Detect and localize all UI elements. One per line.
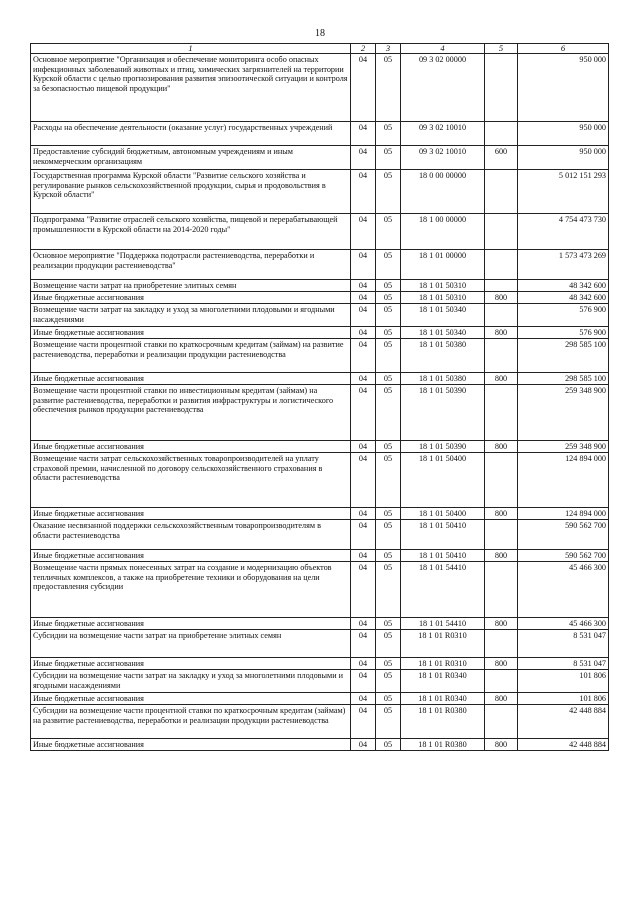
rz-cell: 04	[351, 562, 376, 618]
name-cell: Основное мероприятие "Организация и обеспечение мониторинга особо опасных инфекционных заболеваний животных и птиц, химических загрязнителей на территории Курской области с целью прогнозирования развития эпизоотической ситуации и контроля за безопасностью пищевой продукции"	[31, 54, 351, 122]
name-cell: Иные бюджетные ассигнования	[31, 292, 351, 304]
csr-cell: 18 1 01 R0340	[401, 670, 485, 693]
rz-cell: 04	[351, 705, 376, 739]
rz-cell: 04	[351, 122, 376, 146]
pr-cell: 05	[376, 658, 401, 670]
pr-cell: 05	[376, 739, 401, 751]
rz-cell: 04	[351, 280, 376, 292]
name-cell: Иные бюджетные ассигнования	[31, 373, 351, 385]
sum-cell: 5 012 151 293	[518, 170, 609, 214]
pr-cell: 05	[376, 385, 401, 441]
table-row	[31, 327, 609, 339]
table-row	[31, 54, 609, 122]
name-cell: Возмещение части затрат сельскохозяйственных товаропроизводителей на уплату страховой премии, начисленной по договору сельскохозяйственного страхования в области растениеводства	[31, 453, 351, 508]
name-cell: Предоставление субсидий бюджетным, автономным учреждениям и иным некоммерческим организациям	[31, 146, 351, 170]
rz-cell: 04	[351, 441, 376, 453]
vr-cell: 800	[485, 618, 518, 630]
table-row	[31, 304, 609, 327]
name-cell: Иные бюджетные ассигнования	[31, 739, 351, 751]
sum-cell: 590 562 700	[518, 520, 609, 550]
rz-cell: 04	[351, 385, 376, 441]
rz-cell: 04	[351, 739, 376, 751]
pr-cell: 05	[376, 146, 401, 170]
rz-cell: 04	[351, 550, 376, 562]
vr-cell	[485, 670, 518, 693]
sum-cell: 259 348 900	[518, 385, 609, 441]
pr-cell: 05	[376, 214, 401, 250]
sum-cell: 8 531 047	[518, 630, 609, 658]
csr-cell: 18 1 01 50310	[401, 280, 485, 292]
vr-cell	[485, 630, 518, 658]
csr-cell: 18 1 01 R0380	[401, 705, 485, 739]
header-cell-4: 4	[401, 44, 485, 54]
table-row	[31, 508, 609, 520]
rz-cell: 04	[351, 54, 376, 122]
csr-cell: 18 1 01 50340	[401, 327, 485, 339]
name-cell: Субсидии на возмещение части затрат на приобретение элитных семян	[31, 630, 351, 658]
vr-cell: 800	[485, 373, 518, 385]
csr-cell: 18 1 01 00000	[401, 250, 485, 280]
vr-cell	[485, 54, 518, 122]
sum-cell: 4 754 473 730	[518, 214, 609, 250]
rz-cell: 04	[351, 304, 376, 327]
table-row	[31, 658, 609, 670]
rz-cell: 04	[351, 327, 376, 339]
sum-cell: 48 342 600	[518, 280, 609, 292]
csr-cell: 09 3 02 10010	[401, 146, 485, 170]
sum-cell: 590 562 700	[518, 550, 609, 562]
rz-cell: 04	[351, 214, 376, 250]
vr-cell: 800	[485, 508, 518, 520]
header-cell-5: 5	[485, 44, 518, 54]
rz-cell: 04	[351, 618, 376, 630]
table-row	[31, 630, 609, 658]
table-row	[31, 280, 609, 292]
pr-cell: 05	[376, 562, 401, 618]
sum-cell: 576 900	[518, 327, 609, 339]
sum-cell: 124 894 000	[518, 453, 609, 508]
csr-cell: 18 1 01 50390	[401, 441, 485, 453]
rz-cell: 04	[351, 508, 376, 520]
csr-cell: 18 1 01 R0340	[401, 693, 485, 705]
header-cell-6: 6	[518, 44, 609, 54]
vr-cell	[485, 280, 518, 292]
pr-cell: 05	[376, 618, 401, 630]
name-cell: Оказание несвязанной поддержки сельскохозяйственным товаропроизводителям в области растениеводства	[31, 520, 351, 550]
pr-cell: 05	[376, 630, 401, 658]
rz-cell: 04	[351, 170, 376, 214]
sum-cell: 101 806	[518, 670, 609, 693]
pr-cell: 05	[376, 122, 401, 146]
vr-cell	[485, 520, 518, 550]
csr-cell: 18 1 01 54410	[401, 562, 485, 618]
pr-cell: 05	[376, 520, 401, 550]
name-cell: Субсидии на возмещение части процентной ставки по краткосрочным кредитам (займам) на развитие растениеводства, переработки и реализации продукции растениеводства	[31, 705, 351, 739]
name-cell: Возмещение части затрат на приобретение элитных семян	[31, 280, 351, 292]
rz-cell: 04	[351, 373, 376, 385]
pr-cell: 05	[376, 373, 401, 385]
sum-cell: 42 448 884	[518, 705, 609, 739]
sum-cell: 298 585 100	[518, 339, 609, 373]
pr-cell: 05	[376, 508, 401, 520]
table-row	[31, 250, 609, 280]
rz-cell: 04	[351, 292, 376, 304]
pr-cell: 05	[376, 441, 401, 453]
sum-cell: 298 585 100	[518, 373, 609, 385]
name-cell: Подпрограмма "Развитие отраслей сельского хозяйства, пищевой и перерабатывающей промышленности в Курской области на 2014-2020 годы"	[31, 214, 351, 250]
pr-cell: 05	[376, 550, 401, 562]
csr-cell: 18 1 01 50400	[401, 453, 485, 508]
csr-cell: 18 1 01 R0310	[401, 658, 485, 670]
sum-cell: 950 000	[518, 54, 609, 122]
name-cell: Иные бюджетные ассигнования	[31, 658, 351, 670]
vr-cell: 800	[485, 550, 518, 562]
pr-cell: 05	[376, 339, 401, 373]
table-row	[31, 562, 609, 618]
page-number: 18	[315, 28, 325, 39]
csr-cell: 18 1 01 50410	[401, 520, 485, 550]
vr-cell	[485, 705, 518, 739]
csr-cell: 18 1 01 50410	[401, 550, 485, 562]
table-row	[31, 739, 609, 751]
table-row	[31, 385, 609, 441]
table-row	[31, 122, 609, 146]
sum-cell: 259 348 900	[518, 441, 609, 453]
table-row	[31, 373, 609, 385]
budget-table	[30, 43, 609, 751]
csr-cell: 18 1 01 50380	[401, 339, 485, 373]
table-row	[31, 441, 609, 453]
sum-cell: 42 448 884	[518, 739, 609, 751]
rz-cell: 04	[351, 520, 376, 550]
sum-cell: 45 466 300	[518, 562, 609, 618]
vr-cell: 600	[485, 146, 518, 170]
vr-cell	[485, 304, 518, 327]
pr-cell: 05	[376, 54, 401, 122]
sum-cell: 124 894 000	[518, 508, 609, 520]
vr-cell	[485, 250, 518, 280]
csr-cell: 18 0 00 00000	[401, 170, 485, 214]
table-row	[31, 520, 609, 550]
pr-cell: 05	[376, 693, 401, 705]
name-cell: Субсидии на возмещение части затрат на закладку и уход за многолетними плодовыми и ягодными насаждениями	[31, 670, 351, 693]
name-cell: Иные бюджетные ассигнования	[31, 693, 351, 705]
csr-cell: 18 1 01 50340	[401, 304, 485, 327]
sum-cell: 48 342 600	[518, 292, 609, 304]
name-cell: Государственная программа Курской области "Развитие сельского хозяйства и регулирование рынков сельскохозяйственной продукции, сырья и продовольствия в Курской области"	[31, 170, 351, 214]
vr-cell	[485, 170, 518, 214]
table-row	[31, 170, 609, 214]
name-cell: Расходы на обеспечение деятельности (оказание услуг) государственных учреждений	[31, 122, 351, 146]
vr-cell	[485, 453, 518, 508]
vr-cell	[485, 214, 518, 250]
sum-cell: 8 531 047	[518, 658, 609, 670]
header-cell-1: 1	[31, 44, 351, 54]
pr-cell: 05	[376, 280, 401, 292]
rz-cell: 04	[351, 670, 376, 693]
table-row	[31, 618, 609, 630]
pr-cell: 05	[376, 705, 401, 739]
name-cell: Возмещение части процентной ставки по инвестиционным кредитам (займам) на развитие растениеводства, переработки и развития инфраструктуры и логистического обеспечения рынков продукции растениеводства	[31, 385, 351, 441]
csr-cell: 18 1 01 50310	[401, 292, 485, 304]
vr-cell: 800	[485, 441, 518, 453]
rz-cell: 04	[351, 658, 376, 670]
csr-cell: 18 1 01 R0380	[401, 739, 485, 751]
sum-cell: 576 900	[518, 304, 609, 327]
sum-cell: 950 000	[518, 146, 609, 170]
csr-cell: 18 1 01 54410	[401, 618, 485, 630]
vr-cell: 800	[485, 327, 518, 339]
table-row	[31, 670, 609, 693]
csr-cell: 18 1 01 R0310	[401, 630, 485, 658]
vr-cell: 800	[485, 693, 518, 705]
header-cell-3: 3	[376, 44, 401, 54]
rz-cell: 04	[351, 630, 376, 658]
sum-cell: 1 573 473 269	[518, 250, 609, 280]
vr-cell	[485, 385, 518, 441]
vr-cell: 800	[485, 739, 518, 751]
pr-cell: 05	[376, 304, 401, 327]
header-cell-2: 2	[351, 44, 376, 54]
name-cell: Иные бюджетные ассигнования	[31, 441, 351, 453]
vr-cell	[485, 339, 518, 373]
sum-cell: 950 000	[518, 122, 609, 146]
pr-cell: 05	[376, 170, 401, 214]
name-cell: Иные бюджетные ассигнования	[31, 550, 351, 562]
rz-cell: 04	[351, 146, 376, 170]
rz-cell: 04	[351, 453, 376, 508]
vr-cell: 800	[485, 292, 518, 304]
table-row	[31, 693, 609, 705]
pr-cell: 05	[376, 453, 401, 508]
pr-cell: 05	[376, 292, 401, 304]
table-row	[31, 705, 609, 739]
name-cell: Возмещение части процентной ставки по краткосрочным кредитам (займам) на развитие растениеводства, переработки и реализации продукции растениеводства	[31, 339, 351, 373]
name-cell: Основное мероприятие "Поддержка подотрасли растениеводства, переработки и реализации продукции растениеводства"	[31, 250, 351, 280]
sum-cell: 45 466 300	[518, 618, 609, 630]
rz-cell: 04	[351, 339, 376, 373]
table-row	[31, 214, 609, 250]
rz-cell: 04	[351, 693, 376, 705]
vr-cell	[485, 122, 518, 146]
sum-cell: 101 806	[518, 693, 609, 705]
rz-cell: 04	[351, 250, 376, 280]
csr-cell: 18 1 01 50390	[401, 385, 485, 441]
name-cell: Возмещение части затрат на закладку и уход за многолетними плодовыми и ягодными насаждениями	[31, 304, 351, 327]
csr-cell: 18 1 00 00000	[401, 214, 485, 250]
vr-cell	[485, 562, 518, 618]
table-row	[31, 550, 609, 562]
table-row	[31, 453, 609, 508]
pr-cell: 05	[376, 670, 401, 693]
vr-cell: 800	[485, 658, 518, 670]
table-row	[31, 339, 609, 373]
name-cell: Иные бюджетные ассигнования	[31, 618, 351, 630]
pr-cell: 05	[376, 250, 401, 280]
name-cell: Возмещение части прямых понесенных затрат на создание и модернизацию объектов тепличных комплексов, а также на приобретение техники и оборудования на цели предоставления субсидии	[31, 562, 351, 618]
table-row	[31, 292, 609, 304]
name-cell: Иные бюджетные ассигнования	[31, 327, 351, 339]
csr-cell: 09 3 02 10010	[401, 122, 485, 146]
csr-cell: 18 1 01 50400	[401, 508, 485, 520]
csr-cell: 18 1 01 50380	[401, 373, 485, 385]
csr-cell: 09 3 02 00000	[401, 54, 485, 122]
pr-cell: 05	[376, 327, 401, 339]
name-cell: Иные бюджетные ассигнования	[31, 508, 351, 520]
table-row	[31, 146, 609, 170]
header-row	[31, 44, 609, 54]
